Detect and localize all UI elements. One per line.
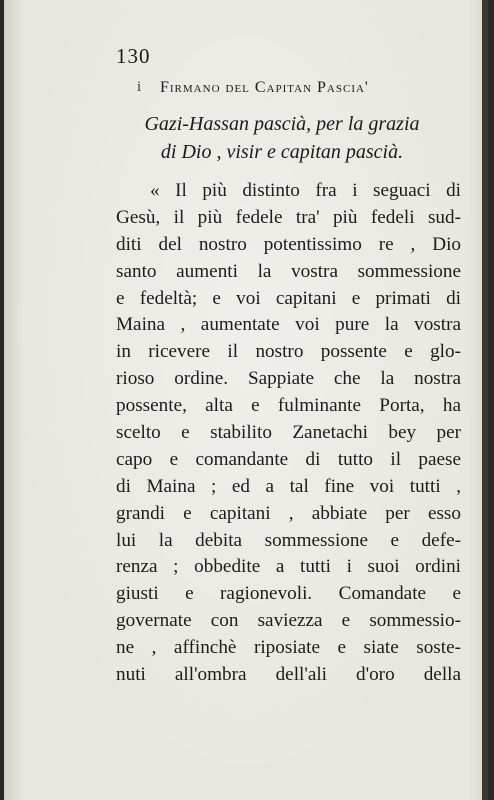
running-head: Firmano del Capitan Pascia': [160, 79, 369, 96]
text-line: in ricevere il nostro possente e glo-: [116, 341, 461, 363]
text-line: ne , affinchè riposiate e siate soste-: [116, 637, 461, 659]
text-line: capo e comandante di tutto il paese: [116, 448, 461, 470]
text-line: possente, alta e fulminante Porta, ha: [116, 395, 461, 417]
text-line: « Il più distinto fra i seguaci di: [150, 180, 461, 201]
book-page: [4, 0, 488, 800]
text-line: nuti all'ombra dell'ali d'oro della: [116, 664, 461, 686]
text-line: e fedeltà; e voi capitani e primati di: [116, 287, 461, 309]
letter-heading-line: Gazi-Hassan pascià, per la grazia: [144, 113, 420, 135]
text-line: renza ; obbedite a tutti i suoi ordini: [116, 556, 461, 578]
text-line: santo aumenti la vostra sommessione: [116, 260, 461, 282]
text-line: Gesù, il più fedele tra' più fedeli sud-: [116, 206, 461, 228]
text-line: giusti e ragionevoli. Comandate e: [116, 583, 461, 605]
text-line: scelto e stabilito Zanetachi bey per: [116, 422, 461, 444]
letter-heading-line: di Dio , visir e capitan pascià.: [160, 141, 404, 163]
page-number: 130: [116, 44, 151, 68]
text-line: Maina , aumentate voi pure la vostra: [116, 314, 461, 336]
running-head-mark: i: [137, 79, 142, 95]
text-line: rioso ordine. Sappiate che la nostra: [116, 368, 461, 390]
text-line: lui la debita sommessione e defe-: [116, 529, 461, 551]
text-line: governate con saviezza e sommessio-: [116, 610, 461, 632]
text-line: diti del nostro potentissimo re , Dio: [116, 233, 461, 255]
text-line: di Maina ; ed a tal fine voi tutti ,: [116, 475, 461, 497]
body-text: [116, 178, 461, 689]
page-binding-edge: [482, 0, 488, 800]
text-line: grandi e capitani , abbiate per esso: [116, 502, 461, 524]
